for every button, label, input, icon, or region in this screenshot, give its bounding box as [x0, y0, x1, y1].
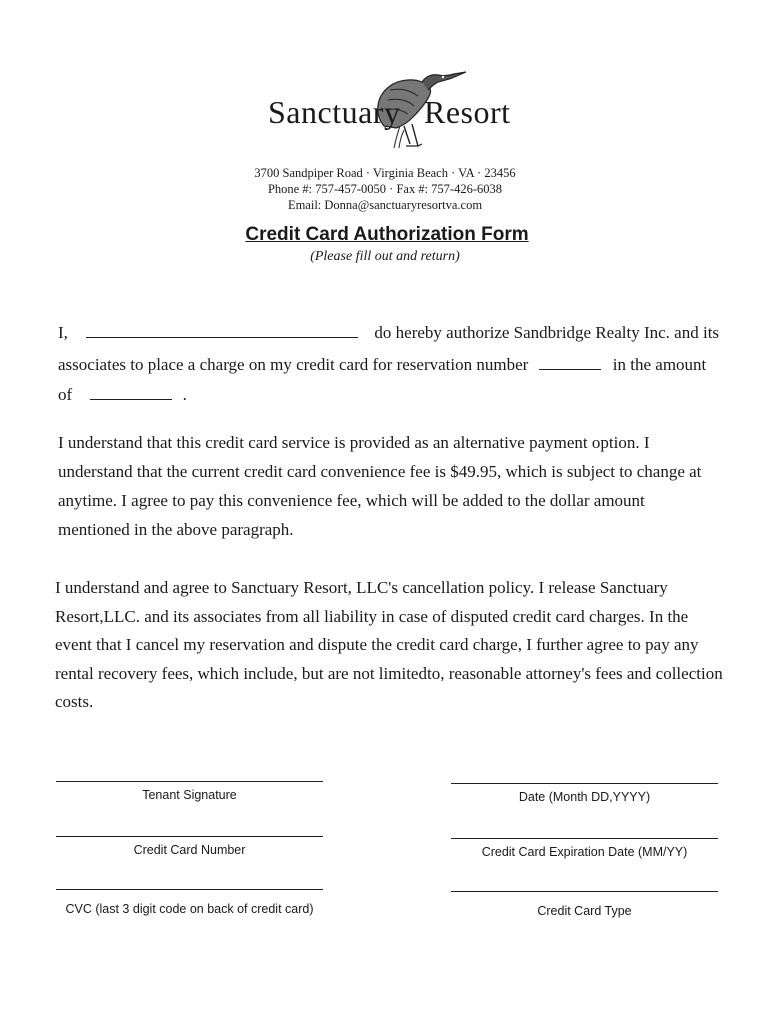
authorization-text-1: do hereby authorize Sandbridge Realty Inc. and its: [374, 323, 720, 342]
tenant-signature-line[interactable]: [56, 781, 323, 782]
cvc-line[interactable]: [56, 889, 323, 890]
address-line: 3700 Sandpiper Road · Virginia Beach · VA · 23456: [254, 166, 516, 180]
date-line[interactable]: [451, 783, 718, 784]
authorization-line-2: [58, 350, 706, 380]
amount-field[interactable]: [90, 385, 172, 400]
reservation-number-field[interactable]: [539, 355, 601, 370]
logo-wordmark-resort: Resort: [424, 94, 511, 130]
authorization-text-3: in the amount: [612, 355, 707, 374]
date-label: Date (Month DD,YYYY): [518, 790, 651, 804]
card-type-line[interactable]: [451, 891, 718, 892]
convenience-fee-paragraph: I understand that this credit card service is provided as an alternative payment option. I understand that the current credit card convenience fee is $49.95, which is subject to change at anytime. I agree to pay this convenience fee, which will be added to the dollar amount mentioned in the above paragraph.: [58, 433, 702, 539]
expiration-label: Credit Card Expiration Date (MM/YY): [481, 845, 688, 859]
authorization-period: .: [182, 385, 187, 404]
card-number-line[interactable]: [56, 836, 323, 837]
authorization-of: of: [58, 385, 73, 404]
authorization-line-3: [58, 380, 187, 410]
card-number-label: Credit Card Number: [133, 843, 246, 857]
tenant-signature-label: Tenant Signature: [142, 788, 237, 802]
cancellation-policy-paragraph: I understand and agree to Sanctuary Resort, LLC's cancellation policy. I release Sanctuary Resort,LLC. and its associates from all liability in case of disputed credit card charges. In the event that I cancel my reservation and dispute the credit card charge, I further agree to pay any rental recovery fees, which include, but are not limitedto, reasonable attorney's fees and collection costs.: [55, 578, 723, 711]
authorization-line-1: [58, 318, 719, 348]
name-blank-field[interactable]: [86, 323, 358, 338]
authorization-i: I,: [58, 323, 68, 342]
card-type-label: Credit Card Type: [537, 904, 632, 918]
form-subtitle: (Please fill out and return): [310, 249, 460, 264]
form-title: Credit Card Authorization Form: [245, 224, 529, 245]
logo-wordmark-sanctuary: Sanctuary: [268, 94, 401, 130]
authorization-text-2: associates to place a charge on my credit card for reservation number: [58, 355, 529, 374]
email-line: Email: Donna@sanctuaryresortva.com: [287, 198, 483, 212]
phone-fax-line: Phone #: 757-457-0050 · Fax #: 757-426-6038: [267, 182, 502, 196]
cvc-label: CVC (last 3 digit code on back of credit card): [65, 902, 314, 916]
expiration-line[interactable]: [451, 838, 718, 839]
